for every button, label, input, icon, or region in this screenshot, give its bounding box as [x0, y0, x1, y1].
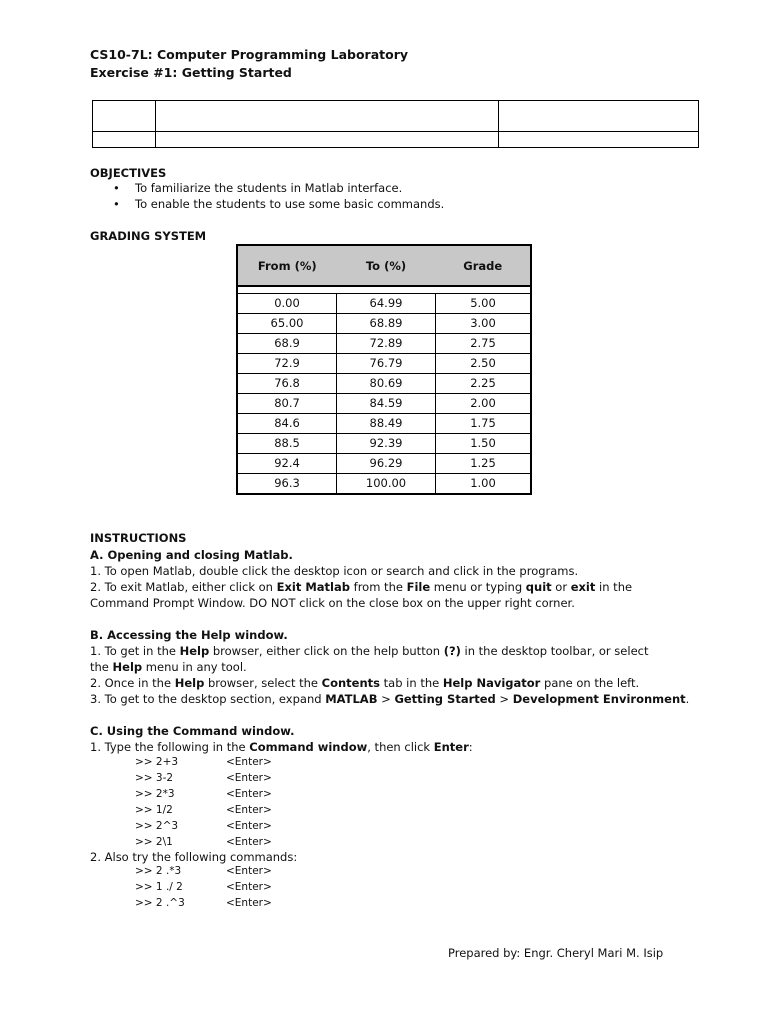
table-cell: 92.39 — [337, 434, 436, 454]
info-cell — [156, 101, 499, 132]
section-c-line2: 2. Also try the following commands: — [90, 850, 298, 864]
table-cell: 1.75 — [436, 414, 532, 434]
table-cell: 80.69 — [337, 374, 436, 394]
enter-label: <Enter> — [226, 788, 272, 800]
bullet-icon: • — [113, 181, 120, 195]
section-b-line4: 3. To get to the desktop section, expand MATLAB > Getting Started > Development Environment. — [90, 692, 690, 706]
objective-item: To enable the students to use some basic commands. — [135, 197, 445, 211]
command-text: >> 1 ./ 2 — [135, 881, 183, 893]
info-cell — [93, 132, 156, 148]
grading-heading: GRADING SYSTEM — [90, 229, 207, 243]
exercise-title: Exercise #1: Getting Started — [90, 65, 292, 80]
table-cell: 1.25 — [436, 454, 532, 474]
table-cell: 3.00 — [436, 314, 532, 334]
section-b-heading: B. Accessing the Help window. — [90, 628, 288, 642]
command-text: >> 2 .^3 — [135, 897, 185, 909]
table-row — [237, 474, 531, 495]
spacer-row — [237, 286, 531, 294]
table-cell: 100.00 — [337, 474, 436, 495]
command-text: >> 2^3 — [135, 820, 179, 832]
enter-label: <Enter> — [226, 772, 272, 784]
table-cell: 96.29 — [337, 454, 436, 474]
table-row — [237, 434, 531, 454]
column-header: To (%) — [337, 245, 436, 286]
table-row — [237, 354, 531, 374]
enter-label: <Enter> — [226, 865, 272, 877]
prepared-by: Prepared by: Engr. Cheryl Mari M. Isip — [448, 946, 664, 960]
command-text: >> 3-2 — [135, 772, 174, 784]
enter-label: <Enter> — [226, 897, 272, 909]
table-cell: 2.75 — [436, 334, 532, 354]
grading-table — [236, 244, 532, 495]
section-a-line3: Command Prompt Window. DO NOT click on the close box on the upper right corner. — [90, 596, 575, 610]
table-cell: 84.59 — [337, 394, 436, 414]
table-cell: 2.25 — [436, 374, 532, 394]
table-cell: 2.00 — [436, 394, 532, 414]
table-cell: 1.50 — [436, 434, 532, 454]
table-row — [237, 454, 531, 474]
table-cell: 64.99 — [337, 294, 436, 314]
objectives-heading: OBJECTIVES — [90, 166, 167, 180]
table-cell: 96.3 — [237, 474, 337, 495]
table-cell: 68.9 — [237, 334, 337, 354]
enter-label: <Enter> — [226, 820, 272, 832]
table-row — [237, 374, 531, 394]
enter-label: <Enter> — [226, 804, 272, 816]
command-text: >> 2*3 — [135, 788, 175, 800]
section-a-heading: A. Opening and closing Matlab. — [90, 548, 293, 562]
section-a-line2: 2. To exit Matlab, either click on Exit Matlab from the File menu or typing quit or exit in the — [90, 580, 633, 594]
table-cell: 76.79 — [337, 354, 436, 374]
course-title: CS10-7L: Computer Programming Laboratory — [90, 47, 409, 62]
instructions-heading: INSTRUCTIONS — [90, 531, 187, 545]
bullet-icon: • — [113, 197, 120, 211]
table-cell: 72.9 — [237, 354, 337, 374]
table-cell: 1.00 — [436, 474, 532, 495]
command-text: >> 1/2 — [135, 804, 173, 816]
table-cell: 92.4 — [237, 454, 337, 474]
table-cell: 2.50 — [436, 354, 532, 374]
info-cell — [499, 101, 699, 132]
table-row — [237, 394, 531, 414]
column-header: From (%) — [237, 245, 337, 286]
section-b-line3: 2. Once in the Help browser, select the Contents tab in the Help Navigator pane on the left. — [90, 676, 640, 690]
enter-label: <Enter> — [226, 881, 272, 893]
enter-label: <Enter> — [226, 836, 272, 848]
table-cell: 88.49 — [337, 414, 436, 434]
section-c-heading: C. Using the Command window. — [90, 724, 295, 738]
section-b-line2: the Help menu in any tool. — [90, 660, 247, 674]
table-cell: 80.7 — [237, 394, 337, 414]
objective-item: To familiarize the students in Matlab interface. — [135, 181, 403, 195]
command-text: >> 2\1 — [135, 836, 173, 848]
table-cell: 84.6 — [237, 414, 337, 434]
enter-label: <Enter> — [226, 756, 272, 768]
command-text: >> 2+3 — [135, 756, 179, 768]
info-cell — [93, 101, 156, 132]
column-header: Grade — [436, 245, 532, 286]
section-a-line1: 1. To open Matlab, double click the desktop icon or search and click in the programs. — [90, 564, 579, 578]
table-cell: 68.89 — [337, 314, 436, 334]
table-row — [237, 294, 531, 314]
section-b-line1: 1. To get in the Help browser, either click on the help button (?) in the desktop toolbar, or select — [90, 644, 649, 658]
section-c-line1: 1. Type the following in the Command window, then click Enter: — [90, 740, 473, 754]
table-cell: 88.5 — [237, 434, 337, 454]
table-cell: 0.00 — [237, 294, 337, 314]
table-cell: 5.00 — [436, 294, 532, 314]
table-cell: 65.00 — [237, 314, 337, 334]
table-cell: 72.89 — [337, 334, 436, 354]
info-cell — [156, 132, 499, 148]
table-row — [237, 314, 531, 334]
info-cell — [499, 132, 699, 148]
table-cell: 76.8 — [237, 374, 337, 394]
command-text: >> 2 .*3 — [135, 865, 182, 877]
table-row — [237, 334, 531, 354]
student-info-table — [92, 100, 699, 148]
table-row — [237, 414, 531, 434]
